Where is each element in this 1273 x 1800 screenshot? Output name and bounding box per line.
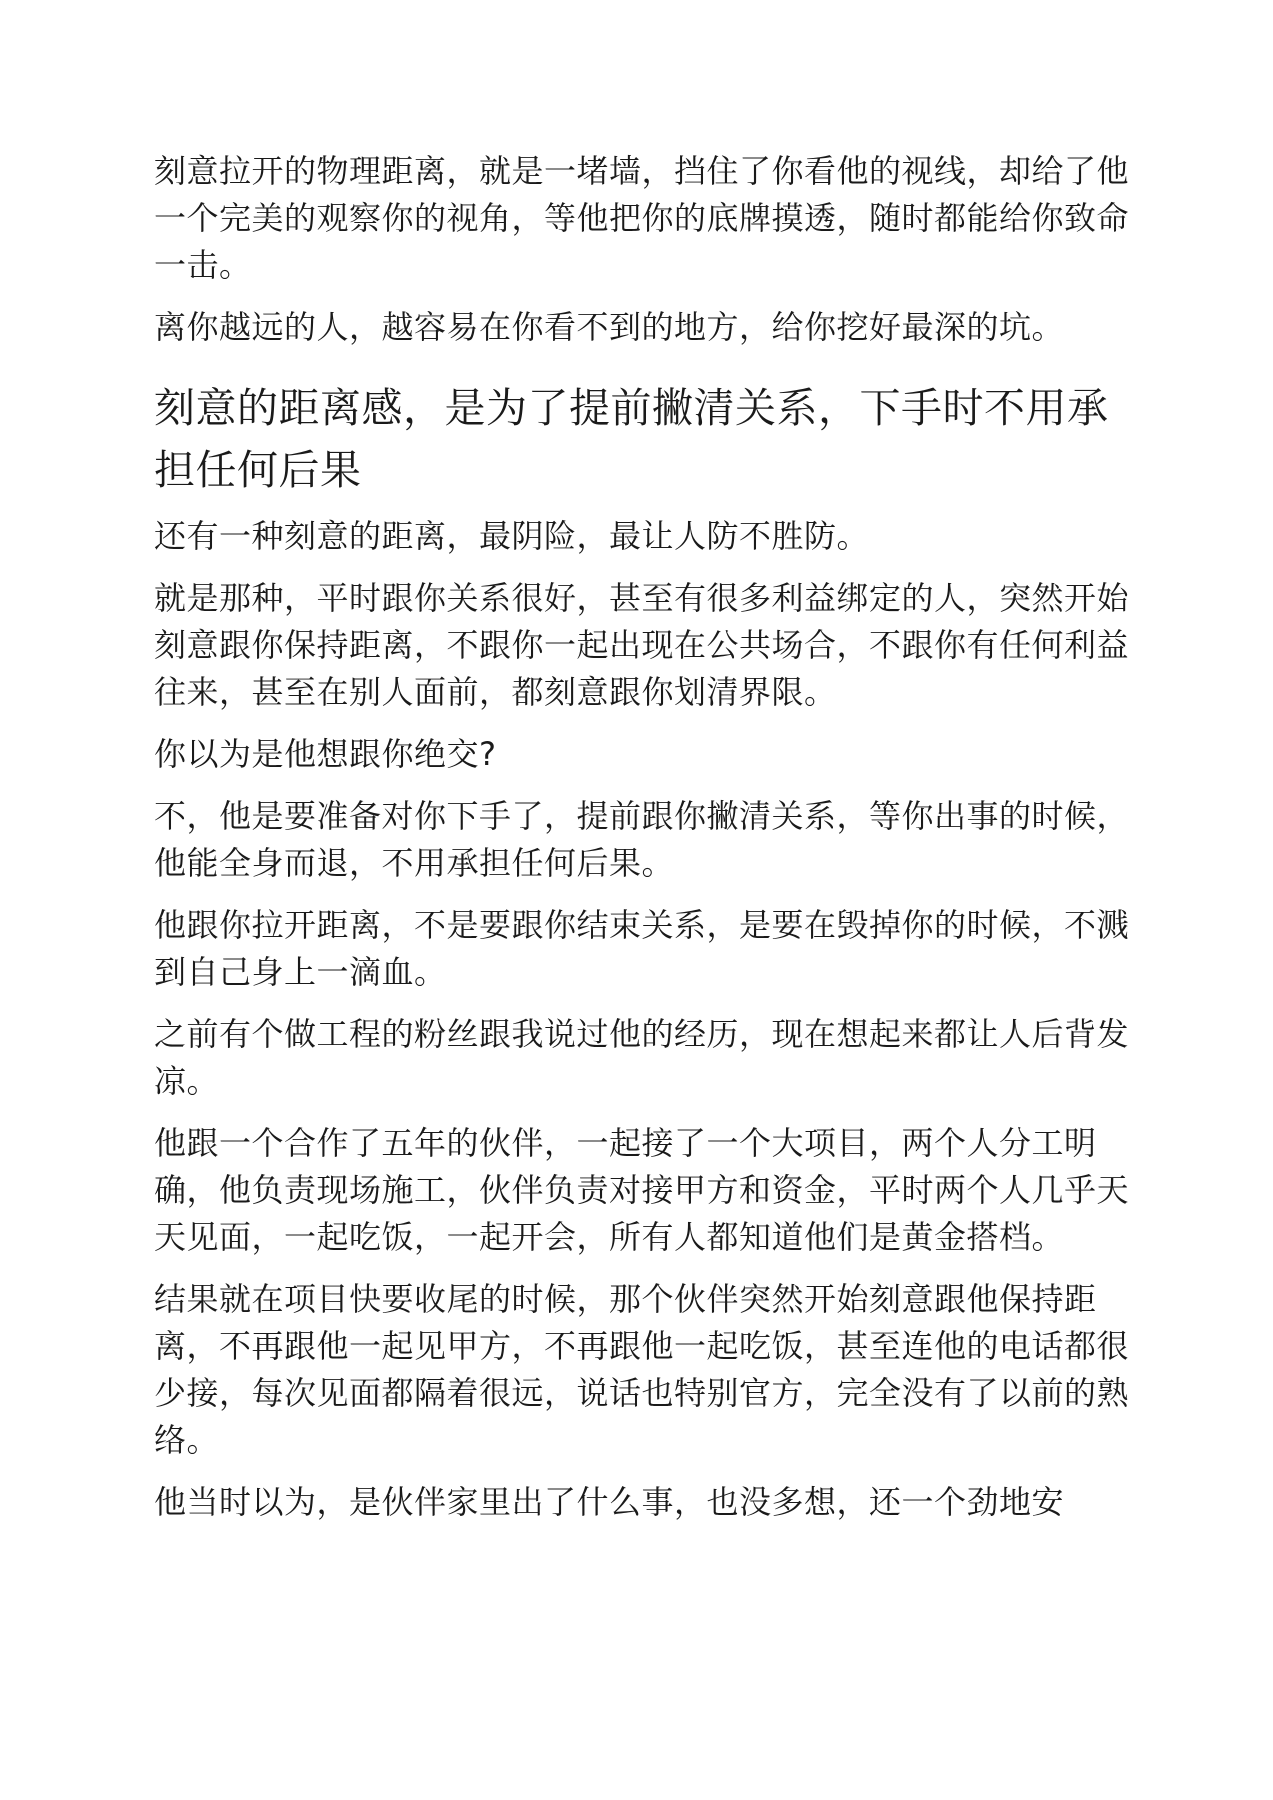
paragraph: 还有一种刻意的距离，最阴险，最让人防不胜防。 xyxy=(154,517,870,555)
paragraph: 刻意拉开的物理距离，就是一堵墙，挡住了你看他的视线，却给了他一个完美的观察你的视角，等他把你的底牌摸透，随时都能给你致命一击。 xyxy=(154,152,1130,284)
paragraph: 之前有个做工程的粉丝跟我说过他的经历，现在想起来都让人后背发凉。 xyxy=(154,1015,1130,1100)
document-page xyxy=(154,148,1134,1541)
paragraph: 就是那种，平时跟你关系很好，甚至有很多利益绑定的人，突然开始刻意跟你保持距离，不跟你一起出现在公共场合，不跟你有任何利益往来，甚至在别人面前，都刻意跟你划清界限。 xyxy=(154,579,1130,711)
paragraph: 他跟你拉开距离，不是要跟你结束关系，是要在毁掉你的时候，不溅到自己身上一滴血。 xyxy=(154,906,1130,991)
paragraph: 离你越远的人，越容易在你看不到的地方，给你挖好最深的坑。 xyxy=(154,308,1065,346)
paragraph: 结果就在项目快要收尾的时候，那个伙伴突然开始刻意跟他保持距离，不再跟他一起见甲方，不再跟他一起吃饭，甚至连他的电话都很少接，每次见面都隔着很远，说话也特别官方，完全没有了以前的熟络。 xyxy=(154,1280,1130,1459)
paragraph: 你以为是他想跟你绝交? xyxy=(154,735,497,773)
paragraph: 他当时以为，是伙伴家里出了什么事，也没多想，还一个劲地安 xyxy=(154,1483,1065,1521)
paragraph: 他跟一个合作了五年的伙伴，一起接了一个大项目，两个人分工明确，他负责现场施工，伙伴负责对接甲方和资金，平时两个人几乎天天见面，一起吃饭，一起开会，所有人都知道他们是黄金搭档。 xyxy=(154,1124,1130,1256)
paragraph: 不，他是要准备对你下手了，提前跟你撇清关系，等你出事的时候，他能全身而退，不用承担任何后果。 xyxy=(154,797,1130,882)
section-heading: 刻意的距离感，是为了提前撇清关系，下手时不用承担任何后果 xyxy=(154,384,1109,494)
